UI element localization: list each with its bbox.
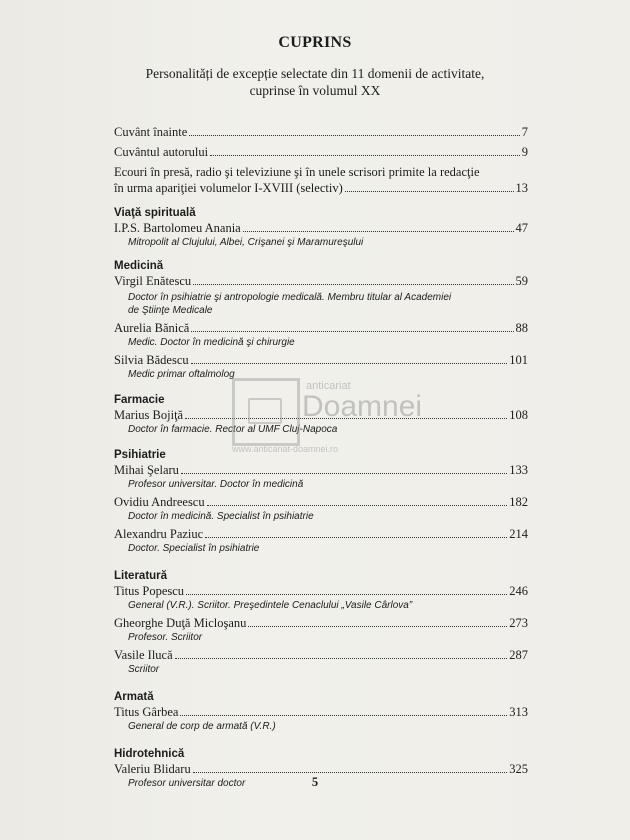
toc-entry-description: Scriitor xyxy=(128,664,160,675)
toc-entry-badescu xyxy=(114,352,528,368)
toc-entry-name: I.P.S. Bartolomeu Anania xyxy=(114,221,241,235)
book-icon xyxy=(248,398,282,424)
toc-header xyxy=(0,34,630,99)
toc-entry-anania xyxy=(114,220,528,236)
toc-entry-page: 13 xyxy=(515,181,528,195)
toc-entry-name: Titus Popescu xyxy=(114,584,185,598)
toc-entry-description: Medic. Doctor în medicină şi chirurgie xyxy=(128,337,295,348)
toc-entry-description: Doctor. Specialist în psihiatrie xyxy=(128,543,260,554)
dot-leader xyxy=(210,155,520,156)
toc-entry-page: 273 xyxy=(509,616,528,630)
toc-entry-page: 101 xyxy=(509,353,528,367)
dot-leader xyxy=(205,537,507,538)
toc-entry-page: 214 xyxy=(509,527,528,541)
toc-entry-description: Profesor universitar. Doctor în medicină xyxy=(128,479,304,490)
toc-entry-page: 47 xyxy=(515,221,528,235)
dot-leader xyxy=(191,363,508,364)
toc-entry-page: 246 xyxy=(509,584,528,598)
toc-entry-title-line-1: Ecouri în presă, radio şi televiziune şi în unele scrisori primite la redacţie xyxy=(114,165,480,179)
toc-entry-popescu xyxy=(114,583,528,599)
toc-entry-name: Titus Gârbea xyxy=(114,705,179,719)
section-heading-hidrotehnica: Hidrotehnică xyxy=(114,748,185,760)
section-heading-psihiatrie: Psihiatrie xyxy=(114,449,166,461)
toc-entry-description: Doctor în medicină. Specialist în psihiatrie xyxy=(128,511,314,522)
toc-entry-description: Profesor universitar doctor xyxy=(128,778,246,789)
toc-entry-iluca xyxy=(114,647,528,663)
dot-leader xyxy=(180,715,507,716)
subtitle-line-2: cuprinse în volumul XX xyxy=(249,83,381,98)
toc-entry-andreescu xyxy=(114,494,528,510)
section-heading-farmacie: Farmacie xyxy=(114,394,165,406)
toc-entry-paziuc xyxy=(114,526,528,542)
dot-leader xyxy=(189,135,520,136)
watermark-url: www.anticariat-doamnei.ro xyxy=(232,444,339,454)
toc-entry-banica xyxy=(114,320,528,336)
toc-entry-page: 313 xyxy=(509,705,528,719)
toc-entry-description-line-1: Doctor în psihiatrie şi antropologie medicală. Membru titular al Academiei xyxy=(128,292,452,303)
toc-entry-name: Silvia Bădescu xyxy=(114,353,189,367)
section-heading-viata-spirituala: Viaţă spirituală xyxy=(114,207,196,219)
toc-entry-description: Doctor în farmacie. Rector al UMF Cluj-Napoca xyxy=(128,424,338,435)
page-number: 5 xyxy=(311,775,319,789)
toc-entry-page: 133 xyxy=(509,463,528,477)
anticariat-watermark xyxy=(232,378,423,460)
dot-leader xyxy=(207,505,508,506)
toc-entry-page: 287 xyxy=(509,648,528,662)
dot-leader xyxy=(193,284,513,285)
toc-entry-description: Profesor. Scriitor xyxy=(128,632,203,643)
toc-entry-title: Cuvânt înainte xyxy=(114,125,188,139)
toc-entry-garbea xyxy=(114,704,528,720)
dot-leader xyxy=(243,231,514,232)
section-heading-literatura: Literatură xyxy=(114,570,168,582)
toc-entry-selaru xyxy=(114,462,528,478)
toc-entry-description-line-2: de Ştiinţe Medicale xyxy=(128,305,213,316)
dot-leader xyxy=(186,594,507,595)
section-heading-armata: Armată xyxy=(114,691,154,703)
dot-leader xyxy=(175,658,508,659)
dot-leader xyxy=(345,191,514,192)
toc-entry-page: 182 xyxy=(509,495,528,509)
toc-entry-cuvantul-autorului xyxy=(114,144,528,160)
toc-entry-page: 108 xyxy=(509,408,528,422)
dot-leader xyxy=(181,473,507,474)
toc-entry-name: Valeriu Blidaru xyxy=(114,762,191,776)
subtitle-line-1: Personalități de excepție selectate din 11 domenii de activitate, xyxy=(145,66,485,81)
toc-entry-name: Marius Bojiţă xyxy=(114,408,184,422)
toc-entry-page: 59 xyxy=(515,274,528,288)
toc-entry-miclosanu xyxy=(114,615,528,631)
dot-leader xyxy=(191,331,513,332)
toc-entry-description: General (V.R.). Scriitor. Preşedintele Cenaclului „Vasile Cârlova” xyxy=(128,600,413,611)
toc-entry-page: 325 xyxy=(509,762,528,776)
toc-entry-line-2 xyxy=(114,180,528,196)
toc-entry-name: Mihai Şelaru xyxy=(114,463,179,477)
toc-entry-title: Cuvântul autorului xyxy=(114,145,209,159)
page-subtitle xyxy=(0,65,630,99)
toc-entry-ecouri xyxy=(114,164,528,196)
toc-entry-name: Gheorghe Duţă Micloşanu xyxy=(114,616,247,630)
toc-entry-page: 9 xyxy=(521,145,528,159)
toc-entry-name: Alexandru Paziuc xyxy=(114,527,204,541)
toc-entry-enatescu xyxy=(114,273,528,289)
toc-entry-name: Virgil Enătescu xyxy=(114,274,192,288)
toc-entry-cuvant-inainte xyxy=(114,124,528,140)
toc-entry-name: Ovidiu Andreescu xyxy=(114,495,205,509)
dot-leader xyxy=(193,772,508,773)
toc-entry-description: General de corp de armată (V.R.) xyxy=(128,721,276,732)
page-title: CUPRINS xyxy=(278,34,352,51)
section-heading-medicina: Medicină xyxy=(114,260,164,272)
toc-entry-name: Aurelia Bănică xyxy=(114,321,190,335)
dot-leader xyxy=(248,626,507,627)
toc-entry-page: 7 xyxy=(521,125,528,139)
toc-entry-description: Mitropolit al Clujului, Albei, Crişanei şi Maramureşului xyxy=(128,237,364,248)
toc-entry-page: 88 xyxy=(515,321,528,335)
toc-entry-title-line-2: în urma apariţiei volumelor I-XVIII (selectiv) xyxy=(114,181,343,195)
watermark-small-text: anticariat xyxy=(306,380,351,392)
toc-entry-description: Medic primar oftalmolog xyxy=(128,369,235,380)
toc-entry-name: Vasile Ilucă xyxy=(114,648,173,662)
watermark-brand-text: Doamnei xyxy=(302,390,423,423)
